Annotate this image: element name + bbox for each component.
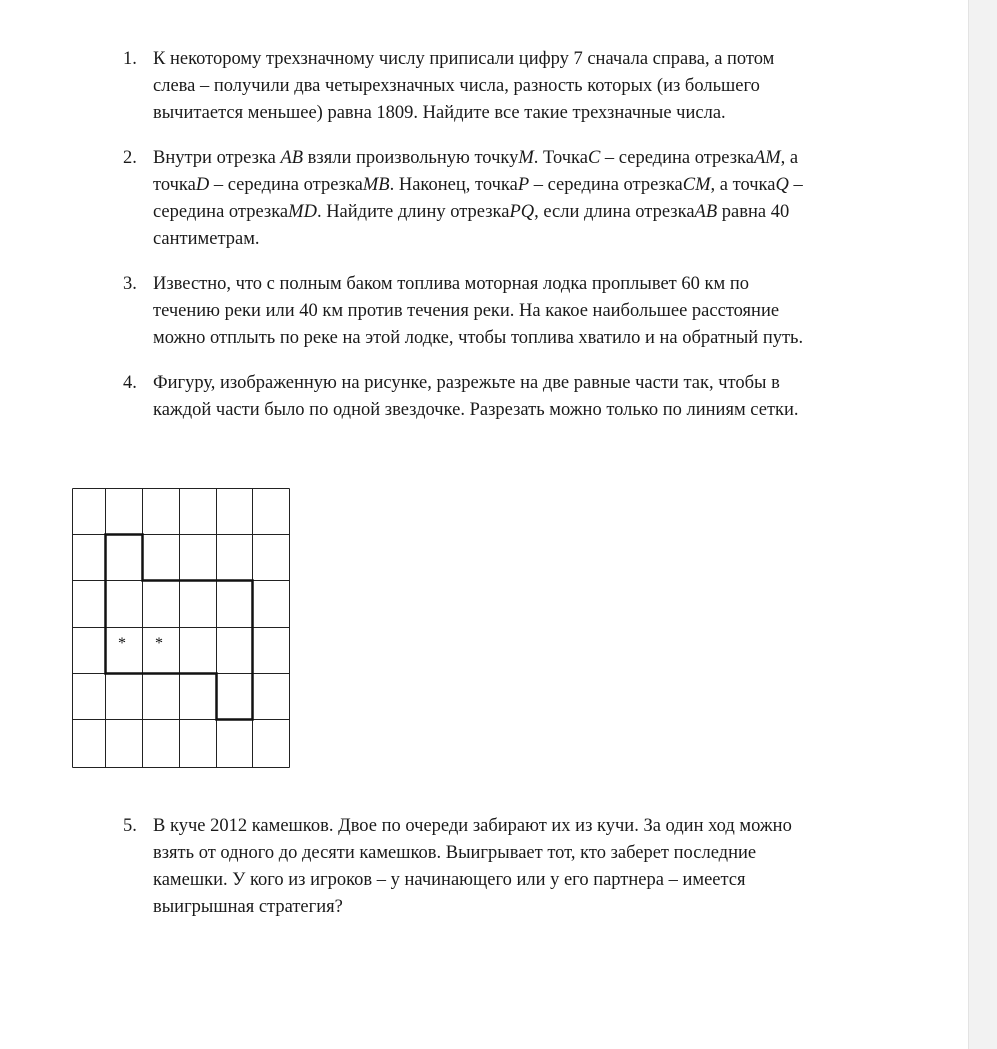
problem-text-line: взять от одного до десяти камешков. Выигрывает тот, кто заберет последние (153, 843, 757, 863)
problem-text-line: Внутри отрезка AB взяли произвольную точкуM. ТочкаC – середина отрезкаAM, а (153, 148, 799, 168)
problem-text-line: Фигуру, изображенную на рисунке, разрежьте на две равные части так, чтобы в (153, 373, 780, 393)
problem-number: 5. (123, 816, 137, 836)
problem-text-line: течению реки или 40 км против течения реки. На какое наибольшее расстояние (153, 301, 780, 321)
grid-figure-svg (72, 488, 291, 769)
star-marker: * (155, 635, 163, 653)
problem-text-line: К некоторому трехзначному числу приписали цифру 7 сначала справа, а потом (153, 49, 775, 69)
problem-number: 1. (123, 49, 137, 69)
problem-text-line: середина отрезкаMD. Найдите длину отрезкаPQ, если длина отрезкаAB равна 40 (153, 202, 790, 222)
problem-text-line: сантиметрам. (153, 229, 260, 249)
problem-text-line: камешки. У кого из игроков – у начинающего или у его партнера – имеется (153, 870, 746, 890)
problem-text-line: выигрышная стратегия? (153, 897, 343, 917)
problem-text-line: точкаD – середина отрезкаMB. Наконец, точкаP – середина отрезкаCM, а точкаQ – (153, 175, 803, 195)
problem-text-line: можно отплыть по реке на этой лодке, чтобы топлива хватило и на обратный путь. (153, 328, 804, 348)
problem-text-line: Известно, что с полным баком топлива моторная лодка проплывет 60 км по (153, 274, 749, 294)
problem-text-line: слева – получили два четырехзначных числа, разность которых (из большего (153, 76, 760, 96)
grid-figure (72, 488, 291, 769)
problem-number: 2. (123, 148, 137, 168)
star-marker: * (118, 635, 126, 653)
problem-number: 4. (123, 373, 137, 393)
problem-text-line: вычитается меньшее) равна 1809. Найдите все такие трехзначные числа. (153, 103, 726, 123)
problem-text-line: каждой части было по одной звездочке. Разрезать можно только по линиям сетки. (153, 400, 799, 420)
problem-text-line: В куче 2012 камешков. Двое по очереди забирают их из кучи. За один ход можно (153, 816, 792, 836)
problem-number: 3. (123, 274, 137, 294)
